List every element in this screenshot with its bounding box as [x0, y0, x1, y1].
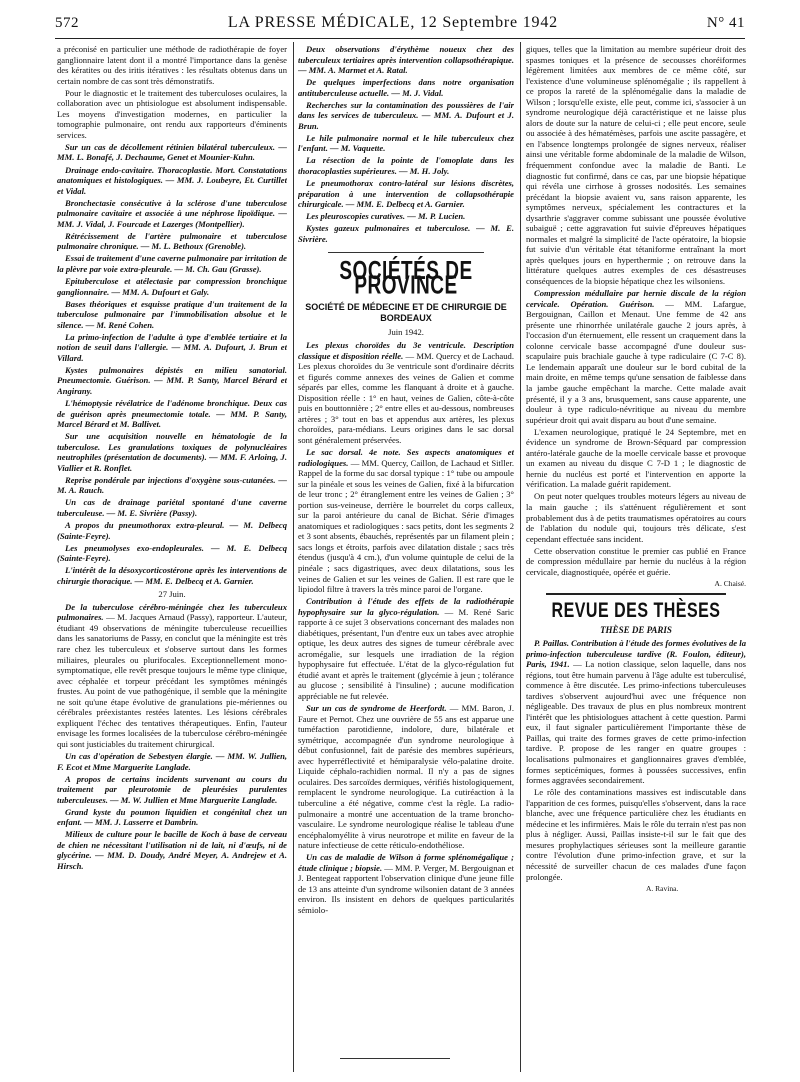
abstract-title: Le sac dorsal. 4e note. Ses aspects anatomiques et radiologiques. — [298, 446, 514, 468]
paragraph: Le pneumothorax contro-latéral sur lésions discrètes, préparation à une intervention de collapsothérapie chirurgicale. — MM. E. Delbecq et A. Garnier. — [298, 178, 514, 210]
paragraph: Bronchectasie consécutive à la sclérose d'une tuberculose pulmonaire cavitaire et associée à une néphrose lipoïdique. — MM. J. Vidal, J. Fourcade et Lazerges (Montpellier). — [57, 197, 287, 229]
paragraph: Kystes gazeux pulmonaires et tuberculose. — M. E. Sivrière. — [298, 223, 514, 244]
paragraph: Drainage endo-cavitaire. Thoracoplastie. Mort. Constatations anatomiques et histologiques. — MM. J. Loubeyre, Et. Curtillet et Vidal. — [57, 164, 287, 196]
theses-title: REVUE DES THÈSES — [551, 600, 721, 623]
society-abstracts-list — [298, 44, 514, 244]
page-header — [55, 14, 745, 36]
abstract-title: De la tuberculose cérébro-méningée chez les tuberculeux pulmonaires. — [57, 601, 287, 623]
column-divider — [520, 42, 521, 1072]
paragraph: Les pleuroscopies curatives. — M. P. Lucien. — [306, 211, 466, 222]
paragraph: Pour le diagnostic et le traitement des tuberculoses oculaires, la collaboration avec un phtisiologue est absolument indispensable. Les moyens d'investigation modernes, en particulier la tomographie pulmonaire, ont rendu aux rapporteurs d'éminents services. — [57, 87, 287, 140]
paragraph: A. Ravina. — [646, 884, 679, 894]
header-rule — [55, 38, 745, 39]
section-rule — [328, 252, 484, 253]
paragraph: L'examen neurologique, pratiqué le 24 Septembre, met en évidence un syndrome de Brown-Séquard par compression antéro-latérale gauche de la moelle cervicale basse et provoque un examen au niveau du disque C 7-D 1 ; le diagnostic de hernie du nucléus est porté et l'intervention en apporte la vérification. La malade guérit rapidement. — [526, 426, 746, 490]
paragraph: A. Chaisé. — [714, 579, 746, 589]
paragraph: Les pneumolyses exo-endopleurales. — M. E. Delbecq (Sainte-Feyre). — [57, 542, 287, 564]
paragraph: Les plexus choroïdes du 3e ventricule. Description classique et disposition réelle. — MM. Quercy et de Lachaud. Les plexus choroïdes du 3e ventricule sont d'ordinaire décrits et figurés comme annexes des veines de Galien et comme séparés par elles, comme les flanquant à droite et à gauche. Disposition réelle : 1° en haut, veines de Galien, côte-à-côte puis en bouttonnière ; 2° entre elles et au-dessous, nombreuses artères ; 3° tout en bas et appendus aux artères, les plexus choroïdes, para-médians. Leurs origines dans le sac dorsal sont généralement préservées. — [298, 339, 514, 445]
paragraph: a préconisé en particulier une méthode de radiothérapie de foyer ganglionnaire latent dont il a montré l'importance dans la genèse des kératites ou des iritis itératives : les résultats obtenus dans un certain nombre de cas sont très démonstratifs. — [57, 44, 287, 86]
paragraph: Le rôle des contaminations massives est indiscutable dans l'apparition de ces formes, puisqu'elles s'observent, dans la race blanche, avec une fréquence particulière chez les étudiants en médecine et les infirmières. Mais le rôle du terrain n'est pas non plus à négliger. Aussi, Paillas insiste-t-il sur le fait que des mesures prophylactiques sérieuses sont la meilleure garantie contre l'évolution d'une primo-infection grave, et sur la nécessité de surveiller chacun de ces malades d'une façon prolongée. — [526, 787, 746, 882]
paragraph: Reprise pondérale par injections d'oxygène sous-cutanées. — M. A. Rauch. — [57, 474, 287, 496]
society-abstracts-body — [298, 340, 514, 916]
paragraph: La résection de la pointe de l'omoplate dans les thoracoplasties supérieures. — M. H. Joly. — [298, 155, 514, 177]
abstract-title: Compression médullaire par hernie discale de la région cervicale. Opération. Guérison. — [526, 288, 746, 309]
paragraph: Essai de traitement d'une caverne pulmonaire par irritation de la plèvre par voie extra-pleurale. — M. Ch. Gau (Grasse). — [57, 253, 287, 274]
column-divider — [293, 42, 294, 1072]
paragraph: Le sac dorsal. 4e note. Ses aspects anatomiques et radiologiques. — MM. Quercy, Caillon, de Lachaud et Sitller. Rappel de la forme du sac dorsal typique : 1° tube ou ampoule sur la pinéale et sous les veines de Galien, fixé à la bifurcation de leur tronc ; 2° étranglement entre les veines de Galien ; 3° portion sus-veineuse, derrière le bourrelet du corps calleux, sur la paroi antérieure du canal de Bichat. Série d'images anatomiques et radiologiques : sacs petits, dont les segments 2 et 3 sont absents, ébauchés, représentés par un filament plein ; sacs longs et étroits, parfois avec dilatation distale ; sacs très étendus (jusqu'à 4 cm.), d'un volume quintuple de celui de la pinéale ; sacs digastriques, avec deux dilatations, sous les veines de Galien et sur les veines de Galien. Il est rare que le lipiodol filtre à travers la très mince paroi de l'organe. — [298, 446, 514, 595]
paragraph: Milieux de culture pour le bacille de Koch à base de cerveau de chien ne nécessitant l'utilisation ni de lait, ni d'œufs, ni de glycérine. — MM. D. Doudy, André Meyer, A. Andrejew et A. Hirsch. — [57, 829, 287, 871]
paragraph: Le hile pulmonaire normal et le hile tuberculeux chez l'enfant. — M. Vaquette. — [298, 132, 514, 154]
abstract-title: P. Paillas. Contribution à l'étude des formes évolutives de la primo-infection tuberculeuse tardive (R. Foulon, éditeur), Paris, 1941. — [526, 637, 746, 670]
issue-number: N° 41 — [706, 15, 745, 31]
paragraph: Cette observation constitue le premier cas publié en France de compression médullaire par hernie du nucléus à la région cervicale, diagnostiquée, opérée et guérie. — [526, 545, 746, 577]
paragraph: Un cas de drainage pariétal spontané d'une caverne tuberculeuse. — M. E. Sivrière (Passy). — [57, 497, 287, 518]
paragraph: Kystes pulmonaires dépistés en milieu sanatorial. Pneumectomie. Guérison. — MM. P. Santy, Marcel Bérard et Angirany. — [57, 364, 287, 396]
paragraph: Compression médullaire par hernie discale de la région cervicale. Opération. Guérison. — MM. Lafargue, Bergouignan, Caillon et Menaut. Une femme de 42 ans présente une rhinorrhée unilatérale gauche 2 jours après, à l'occasion d'un éternuement, elle ressent un craquement dans la colonne cervicale basse accompagné d'une douleur sus-scapulaire puis brachiale gauche à type radiculaire (C 7-C 8). Le lendemain apparaît une douleur sur le bord cubital de la main droite, en même temps qu'une sensation de faiblesse dans la jambe gauche empêchant la marche. Cette malade avait présenté, il y a 3 ans, brusquement, sans cause apparente, une douleur à type radiculo-névritique au niveau du membre supérieur droit qui avait disparu au bout d'une semaine. — [526, 288, 746, 425]
column-left — [57, 44, 287, 1074]
abstract-title: Un cas de maladie de Wilson à forme splénomégalique ; étude clinique ; biopsie. — [298, 852, 514, 873]
column-middle — [298, 44, 514, 1074]
society-name: SOCIÉTÉ DE MÉDECINE ET DE CHIRURGIE DE BORDEAUX — [305, 302, 507, 324]
theses-subtitle: THÈSE DE PARIS — [600, 625, 672, 636]
paragraph: Sur un cas de décollement rétinien bilatéral tuberculeux. — MM. L. Bonafé, J. Dechaume, Genet et Mounier-Kuhn. — [57, 141, 287, 163]
footer-rule — [340, 1058, 450, 1059]
paragraph: A propos de certains incidents survenant au cours du traitement par pleurotomie de pleurésies purulentes tuberculeuses. — M. W. Jullien et Mme Marguerite Langlade. — [57, 773, 287, 805]
column-right — [526, 44, 746, 1074]
page-number: 572 — [55, 15, 79, 31]
paragraph: L'hémoptysie révélatrice de l'adénome bronchique. Deux cas de guérison après pneumectomie totale. — MM. P. Santy, Marcel Bérard et M. Ballivet. — [57, 398, 287, 430]
paragraph: 27 Juin. — [158, 589, 186, 600]
paragraph: La primo-infection de l'adulte à type d'emblée tertiaire et la notion de seuil dans l'allergie. — MM. A. Dufourt, J. Brun et Villard. — [57, 331, 287, 363]
paragraph: Bases théoriques et esquisse pratique d'un traitement de la tuberculose pulmonaire par l'immobilisation absolue et le silence. — M. René Cohen. — [57, 298, 287, 330]
paragraph: Rétrécissement de l'artère pulmonaire et tuberculose pulmonaire chronique. — M. L. Bethoux (Grenoble). — [57, 230, 287, 252]
paragraph: giques, telles que la limitation au membre supérieur droit des spasmes toniques et la présence de secousses choréiformes légèrement limitées aux membres de ce même côté, sur l'existence d'une volumineuse splénomégalie ; ils rappellent à ce propos la rareté de la splénomégalie dans la maladie de Wilson ; lorsqu'elle existe, elle peut, comme ici, s'associer à un syndrome neurologique déjà caractéristique et ne laisse plus alors de doute sur la nature de celui-ci ; elle peut encore, seule ou associée à des hématémèses, parfois une ascite passagère, et en l'absence longtemps prolongée de signes nerveux, réaliser ainsi une véritable forme abdominale de la maladie de Wilson, fréquemment confondue avec la maladie de Banti. Le diagnostic fut confirmé, dans ce cas, par une biopsie hépatique qui révéla une cirrhose à grosses nodosités. Les semaines précédant la biopsie avaient vu, sans raison apparente, les symptômes nerveux, spécialement les contractures et la dysarthrie s'aggraver comme subissant une poussée évolutive subaiguë ; cette aggravation fut suivie d'épreuves hépatiques normales et malgré la simplicité de l'acte opératoire, la biopsie fut suivie d'un véritable état tétaniforme entraînant la mort après quelques jours en hyperthermie ; on retrouve dans la littérature quelques autres exemples de ces désastreuses conséquences de la biopsie hépatique chez les wilsoniens. — [526, 44, 746, 287]
paragraph: Grand kyste du poumon liquidien et congénital chez un enfant. — MM. J. Lasserre et Dambrin. — [57, 806, 287, 828]
paragraph: Epituberculose et atélectasie par compression bronchique ganglionnaire. — MM. A. Dufourt et Galy. — [57, 275, 287, 297]
paragraph: Recherches sur la contamination des poussières de l'air dans les services de tuberculeux. — MM. A. Dufourt et J. Brun. — [298, 99, 514, 131]
abstract-title: Sur un cas de syndrome de Heerfordt. — [306, 703, 447, 714]
paragraph: Un cas d'opération de Sebestyen élargie. — MM. W. Jullien, F. Ecot et Mme Marguerite Langlade. — [57, 751, 287, 772]
session-date: Juin 1942. — [388, 327, 424, 338]
paragraph: Un cas de maladie de Wilson à forme splénomégalique ; étude clinique ; biopsie. — MM. P. Verger, M. Bergouignan et J. Bentegeat rapportent l'observation clinique d'une jeune fille de 13 ans atteinte d'un syndrome wilsonien datant de 3 années environ. Ils insistent en dehors de quelques particularités sémiolo- — [298, 852, 514, 915]
paragraph: L'intérêt de la désoxycorticostérone après les interventions de chirurgie thoracique. — MM. E. Delbecq et A. Garnier. — [57, 565, 287, 586]
paragraph: Sur un cas de syndrome de Heerfordt. — MM. Baron, J. Faure et Pernot. Chez une ouvrière de 55 ans est apparue une tuméfaction parotidienne, indolore, dure, bilatérale et symétrique, accompagnée d'un syndrome neurologique à début confusionnel, fait de parésie des membres supérieurs, avec hyperréflectivité et hémiparalysie vélo-palatine droite. Liquide céphalo-rachidien normal. Il n'y a pas de signes oculaires. Des sarcoïdes dermiques, vérifiés histologiquement, remplacent le syndrome neurologique. La cutiréaction à la tuberculine a été négative, comme c'est la règle. La radio-pulmonaire a montré une accentuation de la trame broncho-vasculaire. Le syndrome neurologique réalise le tableau d'une encéphalomyélite à virus neurotrope et milite en faveur de la nature infectieuse de cette réticulo-endothéliose. — [298, 703, 514, 851]
paragraph: De quelques imperfections dans notre organisation antituberculeuse actuelle. — M. J. Vidal. — [298, 77, 514, 98]
section-title: SOCIÉTÉS DE PROVINCE — [339, 257, 473, 301]
paragraph: Contribution à l'étude des effets de la radiothérapie hypophysaire sur la glyco-régulation. — M. René Saric rapporte à ce sujet 3 observations concernant des malades non diabétiques, présentant, l'un d'entre eux un tabes avec atrophie optique, les deux autres des signes de tumeur cérébrale avec acromégalie, sur lesquels une irradiation de la région hypophysaire fut effectuée. L'état de la glyco-régulation fut étudié avant et après le traitement (glycémie à jeun ; tolérance au glucose ; sensibilité à l'insuline) ; aucune modification appréciable ne fut relevée. — [298, 596, 514, 702]
paragraph: P. Paillas. Contribution à l'étude des formes évolutives de la primo-infection tuberculeuse tardive (R. Foulon, éditeur), Paris, 1941. — La notion classique, selon laquelle, dans nos régions, tout être humain parvenu à l'âge adulte est tuberculisé, commence à être discutée. Les primo-infections tuberculeuses tardives s'observent aujourd'hui avec une fréquence non négligeable. Des travaux de plus en plus nombreux montrent l'intérêt que les phtisiologues attachent à cette question. Parmi eux, il faut signaler particulièrement l'importante thèse de Paillas, qui traite des formes graves de cette primo-infection tardive. P. propose de les ranger en quatre groupes : localisations pulmonaires et ganglionnaires graves d'emblée, formes septicémiques, formes à poussées successives, enfin formes aggravées secondairement. — [526, 637, 746, 786]
abstract-title: Contribution à l'étude des effets de la radiothérapie hypophysaire sur la glyco-régulation. — [298, 596, 514, 617]
paragraph: De la tuberculose cérébro-méningée chez les tuberculeux pulmonaires. — M. Jacques Arnaud (Passy), rapporteur. L'auteur, étudiant 49 observations de méningite tuberculeuse recueillies dans les sanatoriums de Passy, en conclut que la méningite est très rare chez les tuberculeux et s'observe surtout dans les formes miliaires, pleurales ou plurifocales. Exceptionnellement mono-symptomatique, elle revêt presque toujours le même type clinique, avec céphalée et torpeur précédant les symptômes méningés frustes. Au point de vue pathogénique, il semble que la méningite ne soit qu'une étape évolutive de granulations pie-mériennes ou cérébrales préexistantes restées latentes. Les lésions cérébrales expliquent l'échec des tentatives thérapeutiques. Enfin, l'auteur envisage les formes localisées de la tuberculose cérébro-méningée qui sont justiciables du traitement chirurgical. — [57, 601, 287, 749]
paragraph: Sur une acquisition nouvelle en hématologie de la tuberculose. Les granulations toxiques de polynucléaires neutrophiles (présentation de documents). — MM. F. Arloing, J. Viallier et R. Ronflet. — [57, 431, 287, 473]
paragraph: Deux observations d'érythème noueux chez des tuberculeux tertiaires après intervention collapsothérapique. — MM. A. Marmet et A. Ratal. — [298, 44, 514, 76]
abstracts-continued — [526, 44, 746, 590]
journal-title: LA PRESSE MÉDICALE, 12 Septembre 1942 — [227, 14, 558, 31]
paragraph: On peut noter quelques troubles moteurs légers au niveau de la main gauche ; ils s'atténuent régulièrement et sont probablement dus à de petits traumatismes opératoires au cours de l'ablation du nodule qui, toujours très délicate, s'est cependant effectuée sans incident. — [526, 491, 746, 544]
theses-review — [526, 638, 746, 895]
section-rule — [546, 593, 726, 595]
abstract-title: Les plexus choroïdes du 3e ventricule. Description classique et disposition réelle. — [298, 339, 514, 361]
paragraph: A propos du pneumothorax extra-pleural. — M. Delbecq (Sainte-Feyre). — [57, 520, 287, 541]
